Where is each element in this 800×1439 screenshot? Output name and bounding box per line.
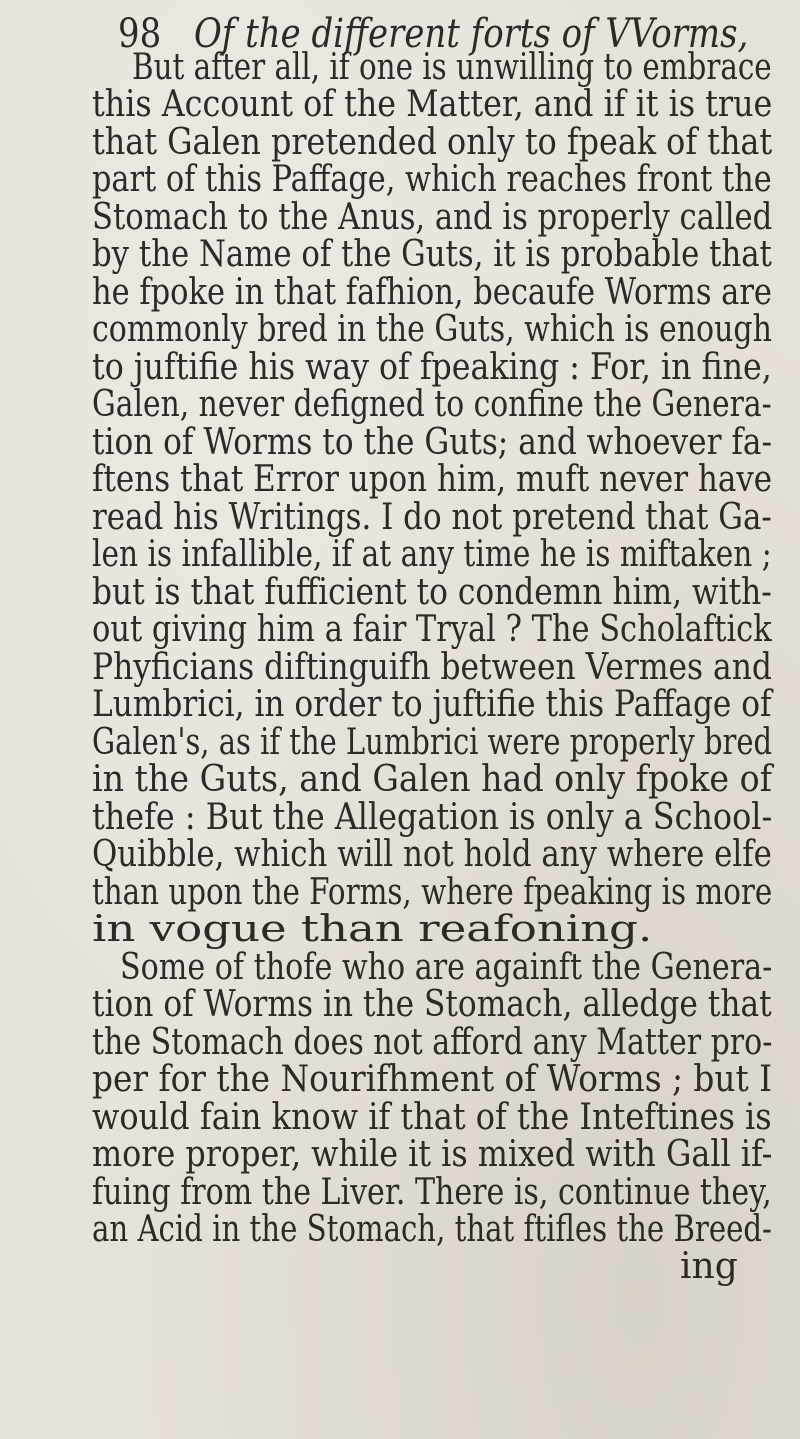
text-line: fuing from the Liver. There is, continue they, bbox=[92, 1172, 772, 1213]
text-line: the Stomach does not afford any Matter pro- bbox=[92, 1022, 773, 1063]
text-line: in the Guts, and Galen had only fpoke of bbox=[92, 759, 773, 800]
text-line: Galen's, as if the Lumbrici were properly bred bbox=[92, 722, 773, 763]
text-line: an Acid in the Stomach, that ftifles the Breed- bbox=[92, 1209, 772, 1250]
text-line: Galen, never defigned to confine the Genera- bbox=[92, 384, 772, 425]
text-line: Quibble, which will not hold any where elfe bbox=[92, 834, 772, 875]
text-line: read his Writings. I do not pretend that Ga- bbox=[92, 497, 772, 538]
text-line: tion of Worms to the Guts; and whoever fa- bbox=[92, 422, 772, 463]
text-line: this Account of the Matter, and if it is true bbox=[92, 84, 773, 125]
text-line: more proper, while it is mixed with Gall if- bbox=[92, 1134, 773, 1175]
text-line: out giving him a fair Tryal ? The Scholaftick bbox=[92, 609, 772, 650]
text-line: he fpoke in that fafhion, becaufe Worms are bbox=[92, 272, 772, 313]
text-line: that Galen pretended only to fpeak of that bbox=[92, 122, 773, 163]
text-line: ftens that Error upon him, muft never have bbox=[92, 459, 773, 500]
text-line: But after all, if one is unwilling to embrace bbox=[132, 47, 772, 88]
text-line: Lumbrici, in order to juftifie this Paffage of bbox=[92, 684, 772, 725]
catchword: ing bbox=[680, 1246, 738, 1287]
text-line: Some of thofe who are againft the Genera- bbox=[120, 947, 773, 988]
page-number: 98 bbox=[118, 11, 162, 57]
text-line: Phyficians diftinguifh between Vermes and bbox=[92, 647, 772, 688]
text-line: per for the Nourifhment of Worms ; but I bbox=[92, 1059, 773, 1100]
text-line: Stomach to the Anus, and is properly called bbox=[92, 197, 773, 238]
text-line: commonly bred in the Guts, which is enough bbox=[92, 309, 772, 350]
text-line: to juftifie his way of fpeaking : For, in fine, bbox=[92, 347, 772, 388]
text-line: would fain know if that of the Inteftines is bbox=[92, 1097, 772, 1138]
text-line: by the Name of the Guts, it is probable that bbox=[92, 234, 772, 275]
text-line: than upon the Forms, where fpeaking is more bbox=[92, 872, 773, 913]
running-title: Of the different forts of VVorms, bbox=[193, 11, 749, 57]
text-line: len is infallible, if at any time he is miftaken ; bbox=[92, 534, 772, 575]
text-line: tion of Worms in the Stomach, alledge that bbox=[92, 984, 772, 1025]
text-line: but is that fufficient to condemn him, with- bbox=[92, 572, 772, 613]
text-line: thefe : But the Allegation is only a School- bbox=[92, 797, 773, 838]
text-line: in vogue than reafoning. bbox=[92, 909, 653, 950]
text-line: part of this Paffage, which reaches front the bbox=[92, 159, 772, 200]
